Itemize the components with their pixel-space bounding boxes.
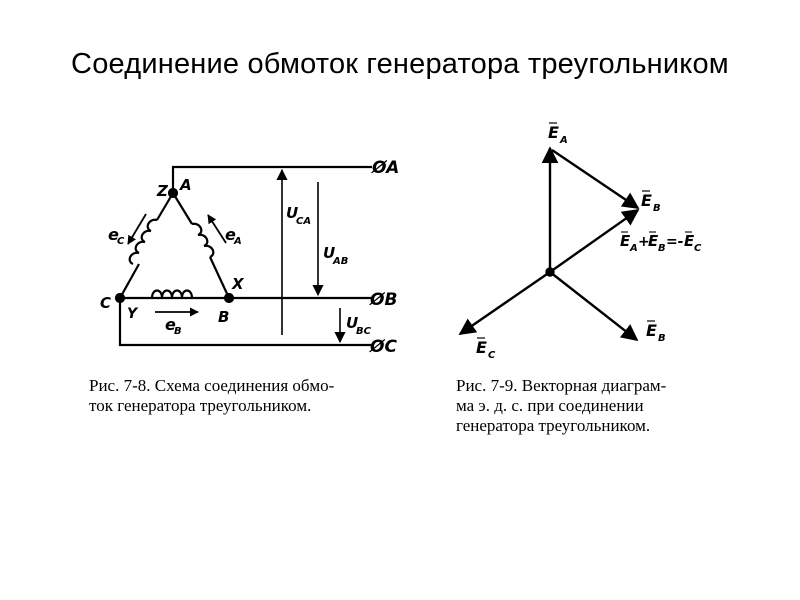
sum-sub-c: C [694, 243, 702, 254]
node-a-label: A [180, 176, 192, 194]
node-z-label: Z [157, 182, 168, 200]
sum-eq: =- [666, 234, 684, 250]
emf-a-label: e [225, 225, 236, 244]
node-b [225, 294, 233, 302]
caption-fig-7-9 [456, 376, 666, 436]
vector-e-b [550, 272, 637, 340]
sum-plus: + [638, 234, 650, 250]
delta-labels [100, 158, 399, 357]
caption-fig-7-8-line-2: ток генератора треугольником. [89, 396, 312, 415]
e-b-right-sub: B [653, 203, 661, 214]
u-ab-sub: AB [333, 256, 349, 267]
emf-b-sub: B [174, 326, 182, 337]
emf-a-arrow [208, 215, 226, 243]
sum-e2: E [648, 232, 659, 250]
caption-fig-7-9-line-1: Рис. 7-9. Векторная диаграм- [456, 376, 667, 395]
terminal-a-label: ØA [372, 158, 400, 178]
e-b-right-label: E [641, 191, 652, 210]
caption-fig-7-8-line-1: Рис. 7-8. Схема соединения обмо- [89, 376, 335, 395]
caption-fig-7-9-line-3: генератора треугольником. [456, 416, 651, 435]
e-b-sub: B [658, 333, 666, 344]
caption-fig-7-9-line-2: ма э. д. с. при соединении [456, 396, 644, 415]
terminal-c-label: ØC [370, 337, 397, 357]
emf-c-label: e [108, 225, 119, 244]
vector-labels [476, 123, 702, 361]
emf-b-label: e [165, 315, 176, 334]
node-c-label: C [100, 294, 112, 312]
wire-c [120, 298, 372, 345]
terminal-b-label: ØB [370, 290, 398, 310]
emf-c-sub: C [117, 236, 125, 247]
u-ca-label: U [286, 204, 299, 222]
vector-origin [547, 269, 554, 276]
e-c-sub: C [488, 350, 496, 361]
node-x-label: X [232, 275, 244, 293]
winding-c [120, 193, 173, 298]
sum-e1: E [620, 232, 631, 250]
u-ab-label: U [323, 244, 336, 262]
u-bc-sub: BC [356, 326, 371, 337]
node-a [169, 189, 177, 197]
caption-fig-7-8 [89, 376, 334, 416]
node-y-label: Y [127, 306, 138, 322]
node-c [116, 294, 124, 302]
e-c-label: E [476, 338, 487, 357]
sum-sub-b: B [658, 243, 666, 254]
sum-sub-a: A [630, 243, 638, 254]
u-ca-sub: CA [296, 216, 312, 227]
u-bc-label: U [346, 314, 359, 332]
wire-a [173, 167, 372, 193]
node-b-label: B [218, 308, 230, 326]
emf-a-sub: A [234, 236, 242, 247]
sum-e3: E [684, 232, 695, 250]
e-a-top-label: E [548, 123, 559, 142]
vector-e-c [460, 272, 550, 334]
winding-a [173, 193, 229, 298]
winding-b [152, 291, 192, 299]
e-b-label: E [646, 321, 657, 340]
e-a-top-sub: A [560, 135, 568, 146]
vector-diagram [460, 148, 638, 340]
slide-title: Соединение обмоток генератора треугольником [71, 48, 729, 80]
vector-e-b-shifted [552, 150, 638, 208]
